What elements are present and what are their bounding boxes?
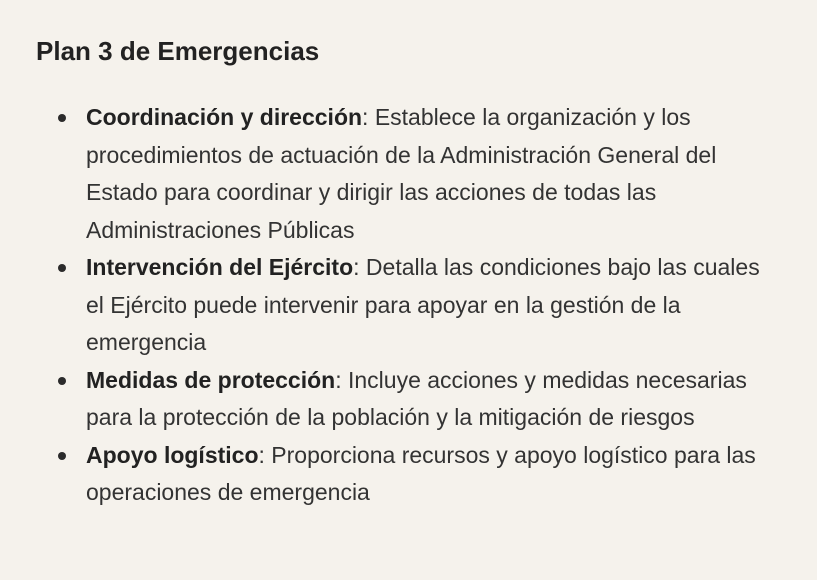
bullet-icon bbox=[58, 114, 66, 122]
bullet-icon bbox=[58, 264, 66, 272]
item-description: : Establece la organización y los procedimientos de actuación de la Administración General del Estado para coordinar y dirigir las acciones de todas las Administraciones Públicas bbox=[86, 104, 717, 243]
item-description: : Incluye acciones y medidas necesarias para la protección de la población y la mitigación de riesgos bbox=[86, 366, 747, 430]
bullet-icon bbox=[58, 452, 66, 460]
bullet-list bbox=[36, 99, 781, 512]
list-item bbox=[36, 249, 776, 362]
item-description: : Proporciona recursos y apoyo logístico para las operaciones de emergencia bbox=[86, 441, 756, 505]
item-description: : Detalla las condiciones bajo las cuales el Ejército puede intervenir para apoyar en la gestión de la emergencia bbox=[86, 254, 760, 355]
page-title: Plan 3 de Emergencias bbox=[36, 36, 320, 66]
item-term: Intervención del Ejército bbox=[86, 254, 354, 280]
item-term: Coordinación y dirección bbox=[86, 104, 363, 130]
list-item bbox=[36, 99, 776, 249]
bullet-icon bbox=[58, 377, 66, 385]
item-term: Medidas de protección bbox=[86, 366, 336, 393]
item-term: Apoyo logístico bbox=[86, 441, 259, 468]
list-item bbox=[36, 437, 776, 512]
list-item bbox=[36, 362, 776, 437]
